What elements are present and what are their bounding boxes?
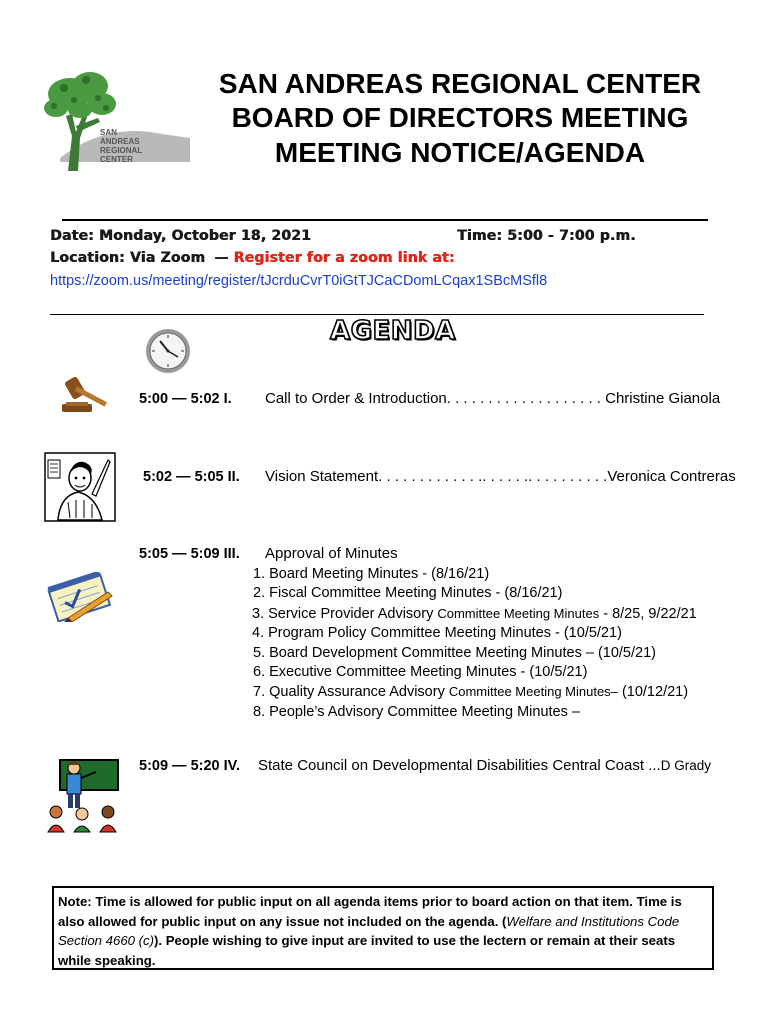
agenda-heading: AGENDA (330, 316, 456, 346)
teacher-students-icon (46, 756, 120, 834)
section-divider (50, 314, 704, 315)
list-item (252, 663, 697, 682)
meeting-date: Date: Monday, October 18, 2021 (50, 228, 311, 244)
gavel-icon (58, 372, 114, 414)
list-item (252, 624, 697, 643)
agenda-item-text: Vision Statement. . . . . . . . . . . . .. . . . . .. . . . . . . . . .Veronica Contreras (265, 468, 736, 485)
list-item-dates: (10/12/21) (617, 684, 689, 701)
register-text: Register for a zoom link at: (233, 250, 455, 266)
zoom-registration-link[interactable]: https://zoom.us/meeting/register/tJcrduCvrT0iGtTJCaCDomLCqax1SBcMSfl8 (50, 273, 548, 289)
public-input-note (52, 886, 714, 970)
page-title-line3: MEETING NOTICE/AGENDA (274, 137, 646, 168)
page-title-line1: SAN ANDREAS REGIONAL CENTER (218, 68, 702, 99)
note-text-end: ). People wishing to give input are invited to use the lectern or remain at their seats while speaking. (58, 933, 676, 968)
list-item (252, 584, 697, 603)
agenda-item-time: 5:05 — 5:09 III. (139, 546, 240, 562)
list-item-small-text: Committee Meeting Minutes– (448, 684, 618, 700)
agenda-item-text: State Council on Developmental Disabilities Central Coast ... (258, 757, 661, 774)
list-item (252, 644, 697, 663)
logo-text-line: ANDREAS (100, 137, 140, 146)
minutes-list (252, 565, 697, 722)
notepad-checklist-icon (44, 572, 114, 622)
list-item-text: 3. Service Provider Advisory (252, 605, 438, 622)
list-item-text: 2. Fiscal Committee Meeting Minutes - (8/16/21) (253, 585, 563, 602)
page-title-line2: BOARD OF DIRECTORS MEETING (231, 102, 689, 133)
clock-icon (144, 327, 192, 375)
agenda-item-speaker: D Grady (660, 758, 711, 773)
list-item (252, 703, 697, 722)
logo-text-line: CENTER (100, 155, 133, 164)
list-item (252, 565, 697, 584)
note-text: Note: Time is allowed for public input on all agenda items prior to board action on that item. Time is also allowed for public input on any issue not included on the agenda. ( (58, 894, 682, 929)
list-item-text: 5. Board Development Committee Meeting Minutes – (10/5/21) (253, 644, 656, 661)
list-item (252, 604, 697, 624)
agenda-item-time: 5:02 — 5:05 II. (143, 469, 240, 485)
logo-text-line: SAN (100, 128, 117, 137)
list-item (252, 682, 697, 702)
header-divider (62, 219, 708, 221)
agenda-item-text: Call to Order & Introduction. . . . . . . . . . . . . . . . . . . Christine Gianola (265, 390, 721, 407)
san-andreas-logo (40, 66, 190, 176)
list-item-text: 1. Board Meeting Minutes - (8/16/21) (253, 566, 490, 582)
agenda-item-time: 5:09 — 5:20 IV. (139, 758, 241, 774)
logo-text (100, 128, 142, 164)
list-item-small-text: Committee Meeting Minutes (437, 605, 600, 621)
list-item-text: 6. Executive Committee Meeting Minutes - (10/5/21) (253, 664, 588, 681)
meeting-location: Location: Via Zoom (50, 250, 206, 266)
list-item-text: 4. Program Policy Committee Meeting Minutes - (10/5/21) (252, 625, 622, 642)
meeting-time: Time: 5:00 - 7:00 p.m. (457, 228, 636, 244)
list-item-text: 7. Quality Assurance Advisory (253, 684, 449, 701)
list-item-text: 8. People’s Advisory Committee Meeting Minutes – (253, 703, 580, 720)
logo-text-line: REGIONAL (100, 146, 143, 155)
agenda-item-time: 5:00 — 5:02 I. (139, 391, 232, 407)
agenda-item-row (258, 757, 711, 774)
list-item-dates: - 8/25, 9/22/21 (599, 605, 697, 622)
shakespeare-writer-icon (44, 452, 116, 522)
location-dash: — (214, 250, 229, 266)
meeting-location-row (50, 250, 455, 266)
agenda-item-text: Approval of Minutes (265, 545, 398, 562)
note-citation: Welfare and Institutions Code Section 4660 (c) (58, 913, 680, 948)
